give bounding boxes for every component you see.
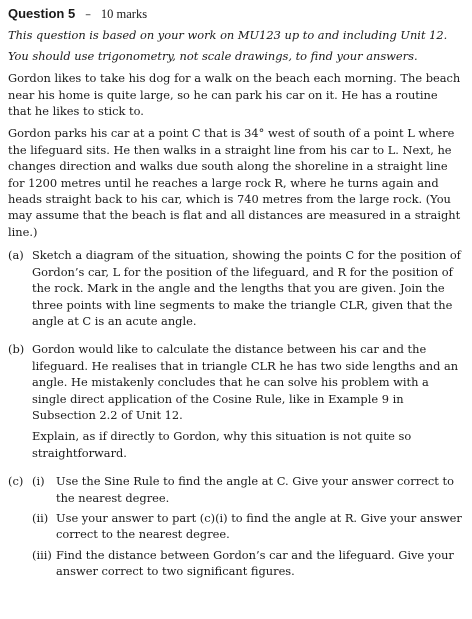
part-c-iii-label: (iii) bbox=[32, 547, 52, 562]
part-b bbox=[8, 341, 464, 466]
part-b-text-1: Gordon would like to calculate the distance between his car and the lifeguard. He realises that in triangle CLR he has two side lengths and an angle. He mistakenly concludes that he can solve his problem with a single direct application of the Cosine Rule, like in Example 9 in Subsection 2.2 of Unit 12. bbox=[32, 342, 459, 422]
question-header bbox=[8, 6, 464, 22]
question-marks: 10 marks bbox=[100, 7, 148, 21]
part-a-label: (a) bbox=[8, 248, 24, 263]
question-page bbox=[8, 6, 464, 584]
question-intro bbox=[8, 27, 464, 64]
scenario-paragraph-2: Gordon parks his car at a point C that is 34° west of south of a point L where the lifeguard sits. He then walks in a straight line from his car to L. Next, he changes direction and walks due south along the shoreline in a straight line for 1200 metres until he reaches a large rock R, where he turns again and heads straight back to his car, which is 740 metres from the large rock. (You may assume that the beach is flat and all distances are measured in a straight line.) bbox=[8, 126, 461, 239]
part-a-text: Sketch a diagram of the situation, showing the points C for the position of Gordon’s car, L for the position of the lifeguard, and R for the position of the rock. Mark in the angle and the lengths that you are given. Join the three points with line segments to make the triangle CLR, given that the angle at C is an acute angle. bbox=[32, 248, 461, 328]
part-c-label: (c) bbox=[8, 474, 24, 489]
part-c-i-label: (i) bbox=[32, 474, 45, 489]
intro-line-2: You should use trigonometry, not scale drawings, to find your answers. bbox=[8, 48, 418, 63]
part-b-text-2: Explain, as if directly to Gordon, why this situation is not quite so straightforward. bbox=[32, 429, 412, 460]
scenario-paragraph-1: Gordon likes to take his dog for a walk on the beach each morning. The beach near his home is quite large, so he can park his car on it. He has a routine that he likes to stick to. bbox=[8, 71, 461, 119]
part-c-ii bbox=[32, 510, 464, 543]
title-dash: – bbox=[85, 7, 91, 21]
intro-line-1: This question is based on your work on MU123 up to and including Unit 12. bbox=[8, 28, 448, 43]
part-c-i-text: Use the Sine Rule to find the angle at C. Give your answer correct to the nearest degree. bbox=[56, 474, 454, 505]
part-c-ii-label: (ii) bbox=[32, 510, 49, 525]
part-a bbox=[8, 247, 464, 334]
part-c-i bbox=[32, 473, 464, 506]
part-c bbox=[8, 473, 464, 583]
part-c-ii-text: Use your answer to part (c)(i) to find the angle at R. Give your answer correct to the nearest degree. bbox=[56, 510, 462, 542]
question-title: Question 5 bbox=[8, 6, 76, 21]
part-c-iii bbox=[32, 547, 464, 580]
part-b-label: (b) bbox=[8, 342, 25, 357]
part-c-iii-text: Find the distance between Gordon’s car and the lifeguard. Give your answer correct to two significant figures. bbox=[56, 547, 454, 579]
